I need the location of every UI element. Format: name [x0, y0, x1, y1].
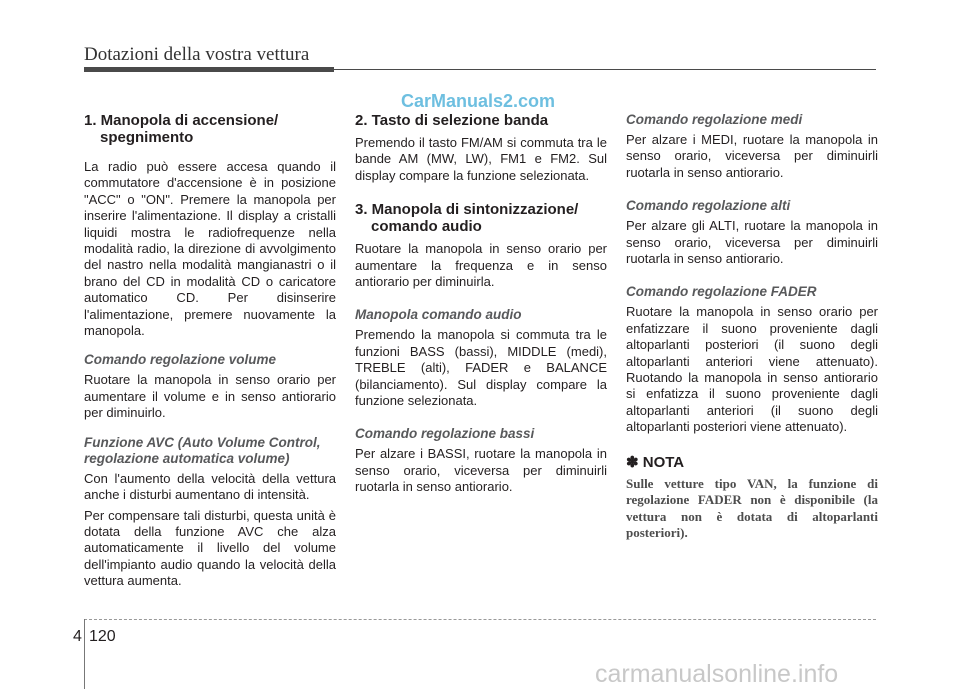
- paragraph: Ruotare la manopola in senso orario per aumentare la frequenza e in senso antiorario per diminuirla.: [355, 241, 607, 290]
- paragraph: Ruotare la manopola in senso orario per enfatizzare il suono proveniente dagli altoparlanti posteriori (il suono degli altoparlanti anteriori viene attenuato). Ruotando la manopola in senso antiorario si enfatizza il suono proveniente dagli altoparlanti anteriori (il suono degli altoparlanti posteriori viene attenuato).: [626, 304, 878, 435]
- subheading: Comando regolazione medi: [626, 112, 803, 127]
- page-number: 120: [89, 628, 116, 645]
- page-header-title: Dotazioni della vostra vettura: [84, 44, 310, 65]
- watermark-top: CarManuals2.com: [401, 91, 556, 111]
- header-rule: [334, 69, 876, 70]
- paragraph: Ruotare la manopola in senso orario per aumentare il volume e in senso antiorario per diminuirlo.: [84, 372, 336, 421]
- section-heading: 2. Tasto di selezione banda: [355, 112, 549, 129]
- note-star-icon: ✽: [626, 453, 639, 471]
- note-heading: [626, 453, 878, 471]
- chapter-number: 4: [73, 628, 82, 645]
- paragraph: La radio può essere accesa quando il commutatore d'accensione è in posizione "ACC" o "ON". Premere la manopola per inserire l'alimentazione. Il display a cristalli liquidi mostra le radiofrequenze nella modalità radio, la direzione di avvolgimento del nastro nella modalità mangianastri o il brano del CD in modalità CD o caricatore automatico CD. Per disinserire l'alimentazione, premere nuovamente la manopola.: [84, 159, 336, 339]
- column-3: [626, 112, 878, 541]
- column-2: [355, 112, 607, 509]
- subheading: Funzione AVC (Auto Volume Control, regolazione automatica volume): [84, 434, 321, 466]
- paragraph: Per alzare i BASSI, ruotare la manopola in senso orario, viceversa per diminuirli ruotarla in senso antiorario.: [355, 446, 607, 495]
- section-heading: 1. Manopola di accensione/ spegnimento: [84, 112, 279, 146]
- footer-divider: [84, 619, 85, 689]
- paragraph: Premendo il tasto FM/AM si commuta tra le bande AM (MW, LW), FM1 e FM2. Sul display compare la funzione selezionata.: [355, 135, 607, 183]
- note-text: Sulle vetture tipo VAN, la funzione di regolazione FADER non è disponibile (la vettura non è dotata di altoparlanti posteriori).: [626, 475, 878, 540]
- paragraph: Premendo la manopola si commuta tra le funzioni BASS (bassi), MIDDLE (medi), TREBLE (alti), FADER e BALANCE (bilanciamento). Sul display compare la funzione selezionata.: [355, 327, 607, 409]
- watermark-bottom: carmanualsonline.info: [595, 660, 839, 688]
- subheading: Comando regolazione volume: [84, 352, 277, 368]
- footer-rule: [84, 619, 876, 620]
- note-title: NOTA: [642, 453, 685, 471]
- subheading: Comando regolazione alti: [626, 198, 791, 214]
- paragraph: Per compensare tali disturbi, questa unità è dotata della funzione AVC che alza automaticamente il livello del volume dell'impianto audio quando la velocità della vettura aumenta.: [84, 507, 336, 589]
- paragraph: Per alzare gli ALTI, ruotare la manopola in senso orario, viceversa per diminuirli ruotarla in senso antiorario.: [626, 218, 878, 267]
- subheading: Comando regolazione FADER: [626, 284, 817, 300]
- subheading: Manopola comando audio: [355, 307, 522, 323]
- column-1: [84, 112, 336, 603]
- paragraph: Con l'aumento della velocità della vettura anche i disturbi aumentano di intensità.: [84, 470, 336, 503]
- section-heading: 3. Manopola di sintonizzazione/ comando audio: [355, 201, 579, 236]
- subheading: Comando regolazione bassi: [355, 426, 535, 442]
- paragraph: Per alzare i MEDI, ruotare la manopola in senso orario, viceversa per diminuirli ruotarla in senso antiorario.: [626, 132, 878, 180]
- header-bar: [84, 67, 334, 72]
